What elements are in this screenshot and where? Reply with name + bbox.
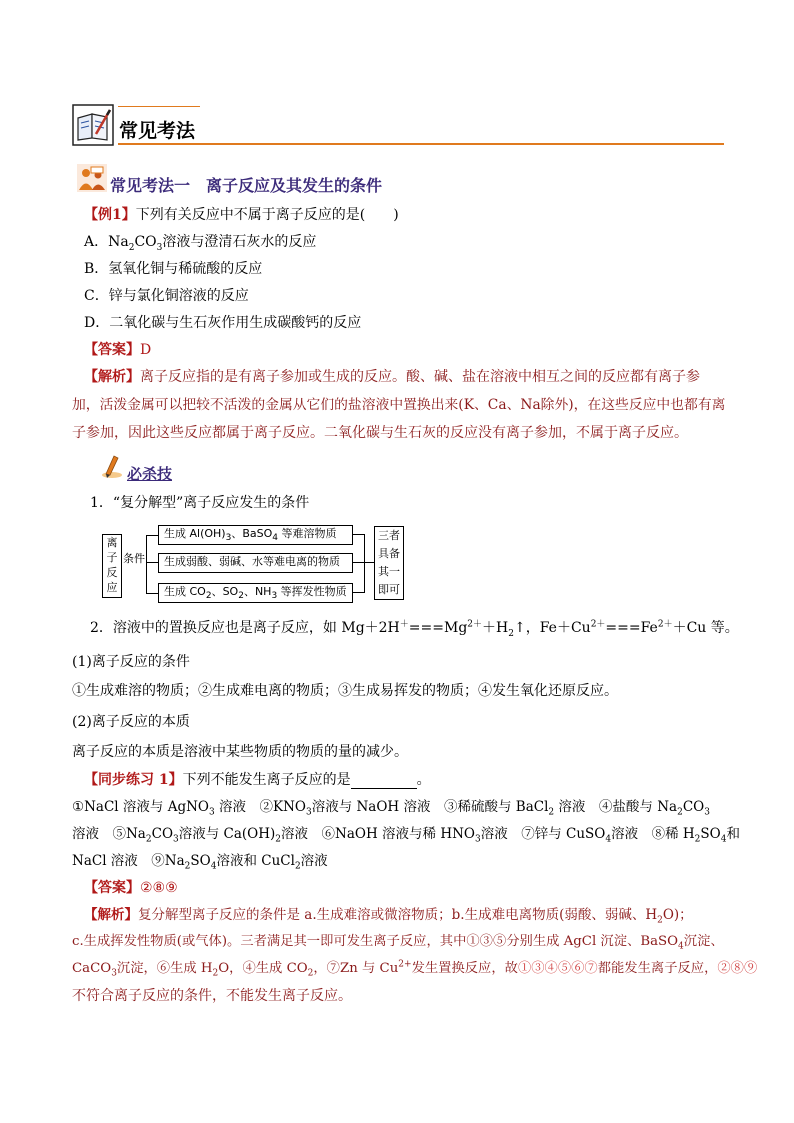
practice-options-1: ①NaCl 溶液与 AgNO$_3$ 溶液 $②KNO_3$溶液与 NaOH 溶液 ③稀硫酸与 BaCl$_2$ 溶液 ④盐酸与 $Na_2CO_3$ (72, 799, 710, 818)
people-icon (77, 164, 107, 192)
practice-analysis-2: c.生成挥发性物质(或气体)。三者满足其一即可发生离子反应，其中①③⑤分别生成 AgCl 沉淀、BaSO$_4$沉淀、 (72, 934, 724, 952)
skill-item-1: 1．“复分解型”离子反应发生的条件 (90, 495, 310, 511)
answer-value: D (140, 342, 152, 358)
skill-title: 必杀技 (127, 465, 173, 483)
answer-line (84, 341, 151, 359)
analysis-tag: 【解析】 (84, 369, 140, 385)
practice-answer: 【答案】②⑧⑨ (84, 880, 178, 896)
practice-options-3: NaCl 溶液 $⑨Na_2SO_4$溶液和 CuCl$_2$溶液 (72, 853, 328, 872)
practice-question: 【同步练习 1】下列不能发生离子反应的是 。 (84, 772, 431, 788)
practice-tag: 【同步练习 1】 (84, 772, 183, 788)
sub1-title: (1)离子反应的条件 (72, 654, 190, 670)
option-c: C．锌与氯化铜溶液的反应 (84, 288, 249, 304)
option-b: B．氢氧化铜与稀硫酸的反应 (84, 261, 263, 277)
practice-options-2: 溶液 $⑤Na_2CO_3$溶液与 $Ca(OH)_2$溶液 ⑥NaOH 溶液与稀 $HNO_3$溶液 ⑦锌与 CuSO$_4$溶液 ⑧稀 $H_2SO_4$和 (72, 826, 740, 845)
header-rule-short (118, 106, 200, 107)
practice-analysis-3: CaCO$_3$沉淀，⑥生成 $H_2O$，④生成 $CO_2$，⑦Zn 与 $Cu^{2+}$发生置换反应，故①③④⑤⑥⑦都能发生离子反应，②⑧⑨ (72, 959, 758, 979)
answer-tag: 【答案】 (84, 342, 140, 358)
pen-icon (100, 453, 124, 479)
sub2-title: (2)离子反应的本质 (72, 714, 190, 730)
option-d: D．二氧化碳与生石灰作用生成碳酸钙的反应 (84, 315, 362, 331)
answer-blank (351, 774, 417, 789)
diagram-row-1: 生成 $Al(OH)_3$、BaSO$_4$ 等难溶物质 (158, 525, 353, 545)
example-question (84, 206, 399, 224)
diagram-row-2: 生成弱酸、弱碱、水等难电离的物质 (158, 553, 353, 573)
page-title: 常见考法 (119, 120, 196, 142)
practice-analysis-1: 【解析】复分解型离子反应的条件是 a.生成难溶或微溶物质；b.生成难电离物质(弱酸、弱碱、$H_2O$)； (84, 907, 693, 926)
sub2-body: 离子反应的本质是溶液中某些物质的物质的量的减少。 (72, 744, 408, 760)
analysis-line-1: 【解析】离子反应指的是有离子参加或生成的反应。酸、碱、盐在溶液中相互之间的反应都有离子参 (84, 369, 700, 385)
diagram-right-box: 三者 具备 其一 即可 (374, 526, 404, 600)
header-icon (72, 104, 114, 146)
header-rule (118, 143, 724, 145)
practice-analysis-4: 不符合离子反应的条件，不能发生离子反应。 (72, 988, 352, 1004)
example-question-text: 下列有关反应中不属于离子反应的是( ) (135, 207, 399, 223)
sub1-body: ①生成难溶的物质；②生成难电离的物质；③生成易挥发的物质；④发生氧化还原反应。 (72, 683, 618, 699)
diagram-row-3: 生成 $CO_2$、$SO_2$、$NH_3$ 等挥发性物质 (158, 583, 353, 603)
analysis-line-2: 加，活泼金属可以把较不活泼的金属从它们的盐溶液中置换出来(K、Ca、Na除外)，在这些反应中也都有离 (72, 397, 726, 413)
skill-item-2: 2．溶液中的置换反应也是离子反应，如 $Mg+2H^+===Mg^{2+}+H_2↑$，$Fe+Cu^{2+}===Fe^{2+}+Cu$ 等。 (90, 619, 739, 639)
option-a: A．$Na_2CO_3$溶液与澄清石灰水的反应 (84, 234, 317, 253)
diagram-cond: 条件 (123, 552, 145, 565)
section-title: 常见考法一 离子反应及其发生的条件 (110, 176, 383, 195)
analysis-line-3: 子参加，因此这些反应都属于离子反应。二氧化碳与生石灰的反应没有离子参加，不属于离子反应。 (72, 425, 688, 441)
practice-answer-value: ②⑧⑨ (140, 880, 178, 896)
example-tag: 【例1】 (84, 207, 136, 223)
diagram-left-box: 离 子 反 应 (102, 534, 122, 598)
